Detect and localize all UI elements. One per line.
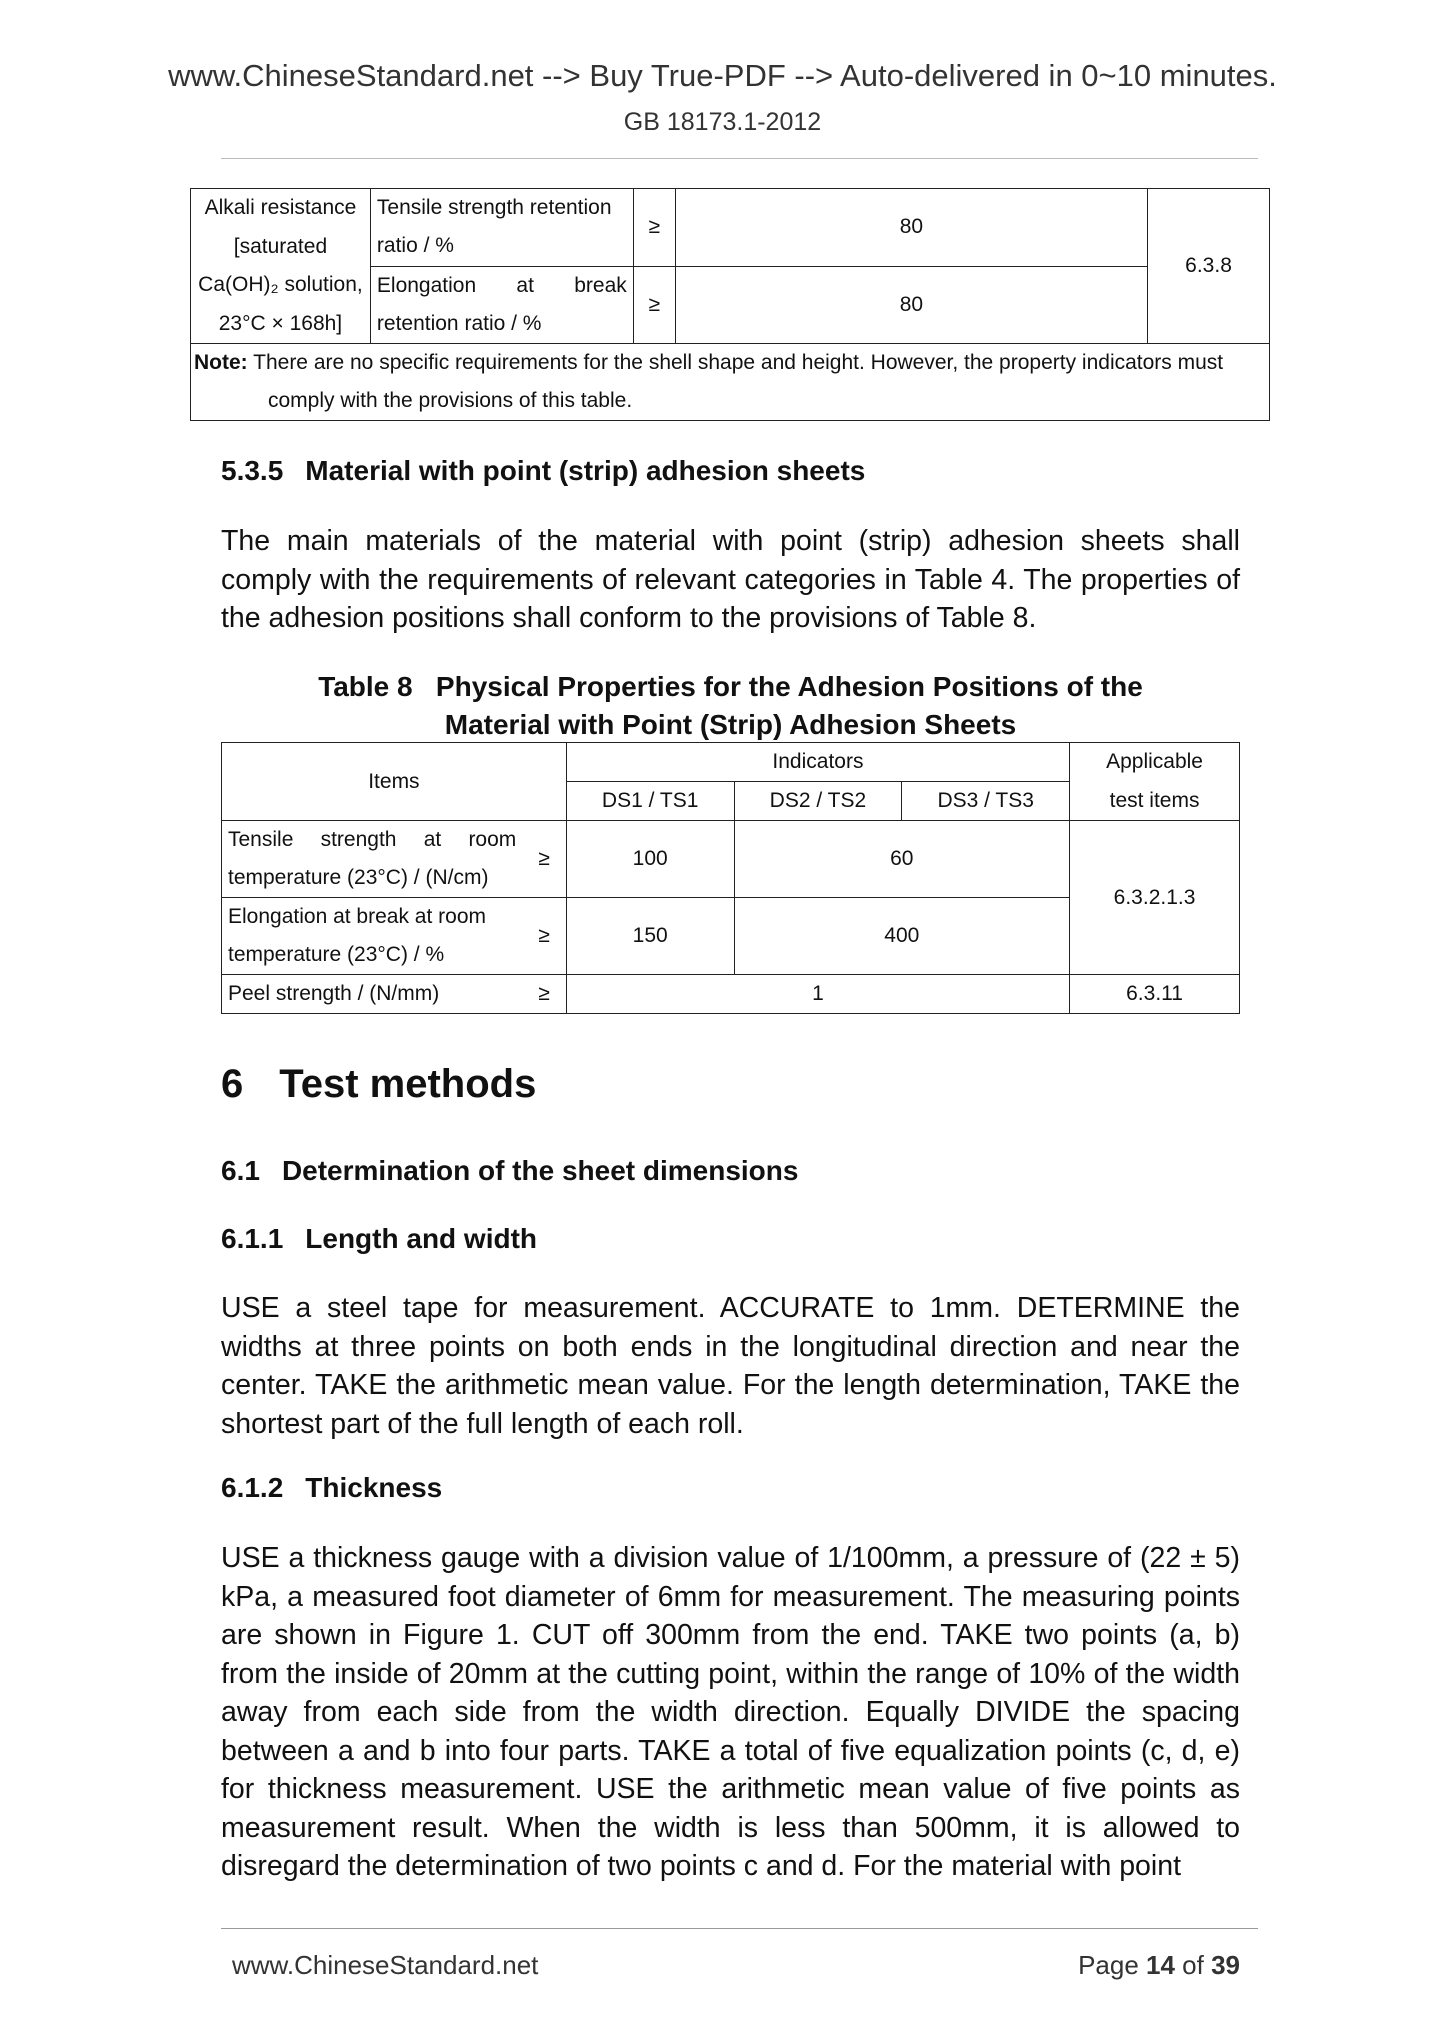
section-heading-6-1-1: 6.1.1 Length and width (221, 1223, 538, 1254)
section-6-1-2-paragraph: USE a thickness gauge with a division value of 1/100mm, a pressure of (22 ± 5) kPa, a measured foot diameter of 6mm for measurement. The measuring points are shown in Figure 1. CUT off 300mm from the end. TAKE two points (a, b) from the inside of 20mm at the cutting point, within the range of 10% of the width away from each side from the width direction. Equally DIVIDE the spacing between a and b into four parts. TAKE a total of five equalization points (c, d, e) for thickness measurement. USE the arithmetic mean value of five points as measurement result. When the width is less than 500mm, it is allowed to disregard the determination of two points c and d. For the material with point (221, 1542, 1240, 1882)
section-heading-5-3-5: 5.3.5 Material with point (strip) adhesion sheets (221, 455, 866, 486)
test-item: 6.3.8 (1148, 189, 1270, 344)
row-peel-label: Peel strength / (N/mm) (222, 975, 523, 1014)
row-elongation-geq: ≥ (522, 898, 566, 975)
footer-link[interactable]: www.ChineseStandard.net (232, 1950, 539, 1980)
header-rule (221, 158, 1258, 159)
section-heading-6: 6 Test methods (221, 1062, 537, 1106)
row-tensile-ds23: 60 (734, 821, 1070, 898)
footer-rule (221, 1928, 1258, 1929)
row-peel-geq: ≥ (522, 975, 566, 1014)
standard-number: GB 18173.1-2012 (623, 108, 822, 136)
section-heading-6-1: 6.1 Determination of the sheet dimensions (221, 1155, 799, 1186)
section-5-3-5-paragraph: The main materials of the material with point (strip) adhesion sheets shall comply with the requirements of relevant categories in Table 4. The properties of the adhesion positions shall conform to the provisions of Table 8. (221, 525, 1240, 634)
row2-label: Elongation at break retention ratio / % (370, 266, 633, 344)
sub-ds2: DS2 / TS2 (734, 782, 902, 821)
row-tensile-label: Tensile strength at room temperature (23°C) / (N/cm) (222, 821, 523, 898)
page-number: Page 14 of 39 (1078, 1950, 1240, 1980)
col-test-items: test items (1070, 782, 1240, 821)
col-indicators: Indicators (566, 743, 1069, 782)
row-tensile-ds1: 100 (566, 821, 734, 898)
col-applicable: Applicable (1070, 743, 1240, 782)
row2-geq: ≥ (633, 266, 675, 344)
row1-label: Tensile strength retention ratio / % (370, 189, 633, 267)
row-peel-value: 1 (566, 975, 1069, 1014)
table8-caption: Table 8 Physical Properties for the Adhesion Positions of the Material with Point (Strip) Adhesion Sheets (318, 671, 1143, 740)
section-heading-6-1-2: 6.1.2 Thickness (221, 1472, 443, 1503)
sub-ds1: DS1 / TS1 (566, 782, 734, 821)
rows-test-item: 6.3.2.1.3 (1070, 821, 1240, 975)
sub-ds3: DS3 / TS3 (902, 782, 1070, 821)
header-title: www.ChineseStandard.net --> Buy True-PDF --> Auto-delivered in 0~10 minutes. (168, 58, 1277, 93)
section-6-1-1-paragraph: USE a steel tape for measurement. ACCURATE to 1mm. DETERMINE the widths at three points on both ends in the longitudinal direction and near the center. TAKE the arithmetic mean value. For the length determination, TAKE the shortest part of the full length of each roll. (221, 1292, 1240, 1440)
alkali-resistance-table (190, 188, 1270, 421)
row1-geq: ≥ (633, 189, 675, 267)
row-tensile-geq: ≥ (522, 821, 566, 898)
row-elongation-label: Elongation at break at room temperature (23°C) / % (222, 898, 523, 975)
col-items: Items (222, 743, 567, 821)
item-cell: Alkali resistance [saturated Ca(OH)₂ solution, 23°C × 168h] (191, 189, 371, 344)
table-note: Note: There are no specific requirements for the shell shape and height. However, the property indicators must comply with the provisions of this table. (191, 344, 1270, 421)
row1-value: 80 (675, 189, 1147, 267)
row-elongation-ds1: 150 (566, 898, 734, 975)
row2-value: 80 (675, 266, 1147, 344)
table-8 (221, 742, 1240, 1014)
row-peel-test: 6.3.11 (1070, 975, 1240, 1014)
row-elongation-ds23: 400 (734, 898, 1070, 975)
